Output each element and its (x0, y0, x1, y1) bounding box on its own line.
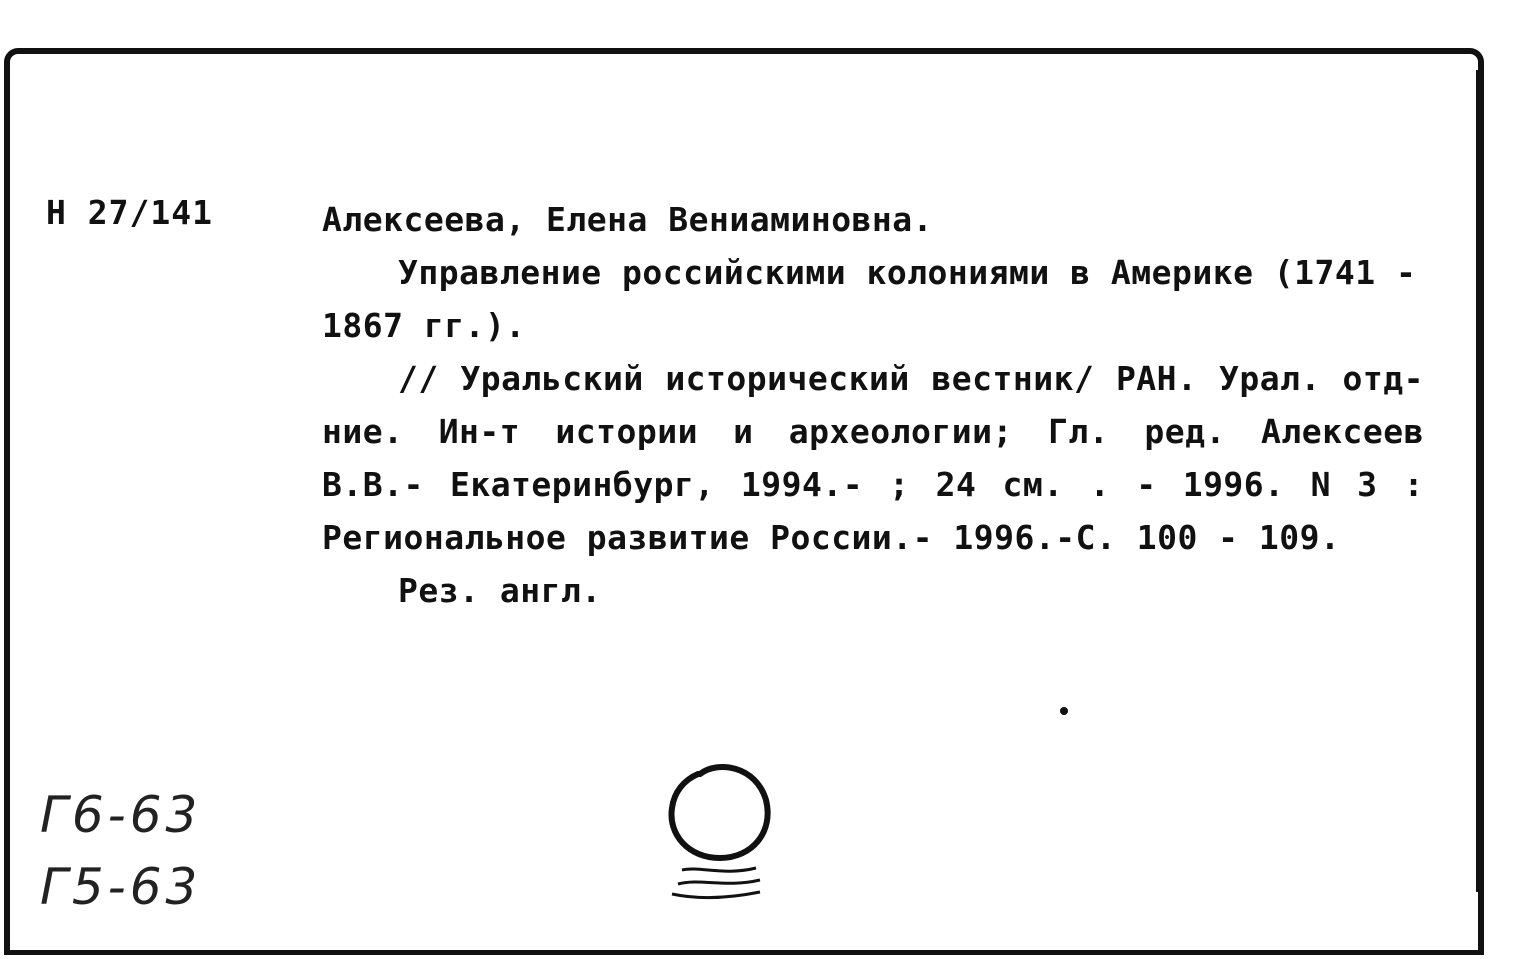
source-description: // Уральский исторический вестник/ РАН. Урал. отд-ние. Ин-т истории и археологии; Гл. ред. Алексеев В.В.- Екатеринбург, 1994.- ; 24 см. . - 1996. N 3 : Региональное развитие России.- 1996.-С. 100 - 109. (322, 359, 1424, 557)
card-edge (1476, 70, 1484, 892)
ink-speck (1060, 707, 1068, 715)
author-heading: Алексеева, Елена Вениаминовна. (322, 200, 934, 239)
handwritten-call-number-1: Г6-63 (40, 786, 202, 844)
circle-stamp-icon (660, 758, 780, 908)
work-title: Управление российскими колониями в Америке (1741 - 1867 гг.). (322, 253, 1417, 345)
handwritten-call-number-2: Г5-63 (40, 858, 202, 916)
shelfmark: Н 27/141 (46, 193, 213, 232)
summary-note: Рез. англ. (398, 571, 602, 610)
bibliographic-entry (322, 193, 1424, 617)
